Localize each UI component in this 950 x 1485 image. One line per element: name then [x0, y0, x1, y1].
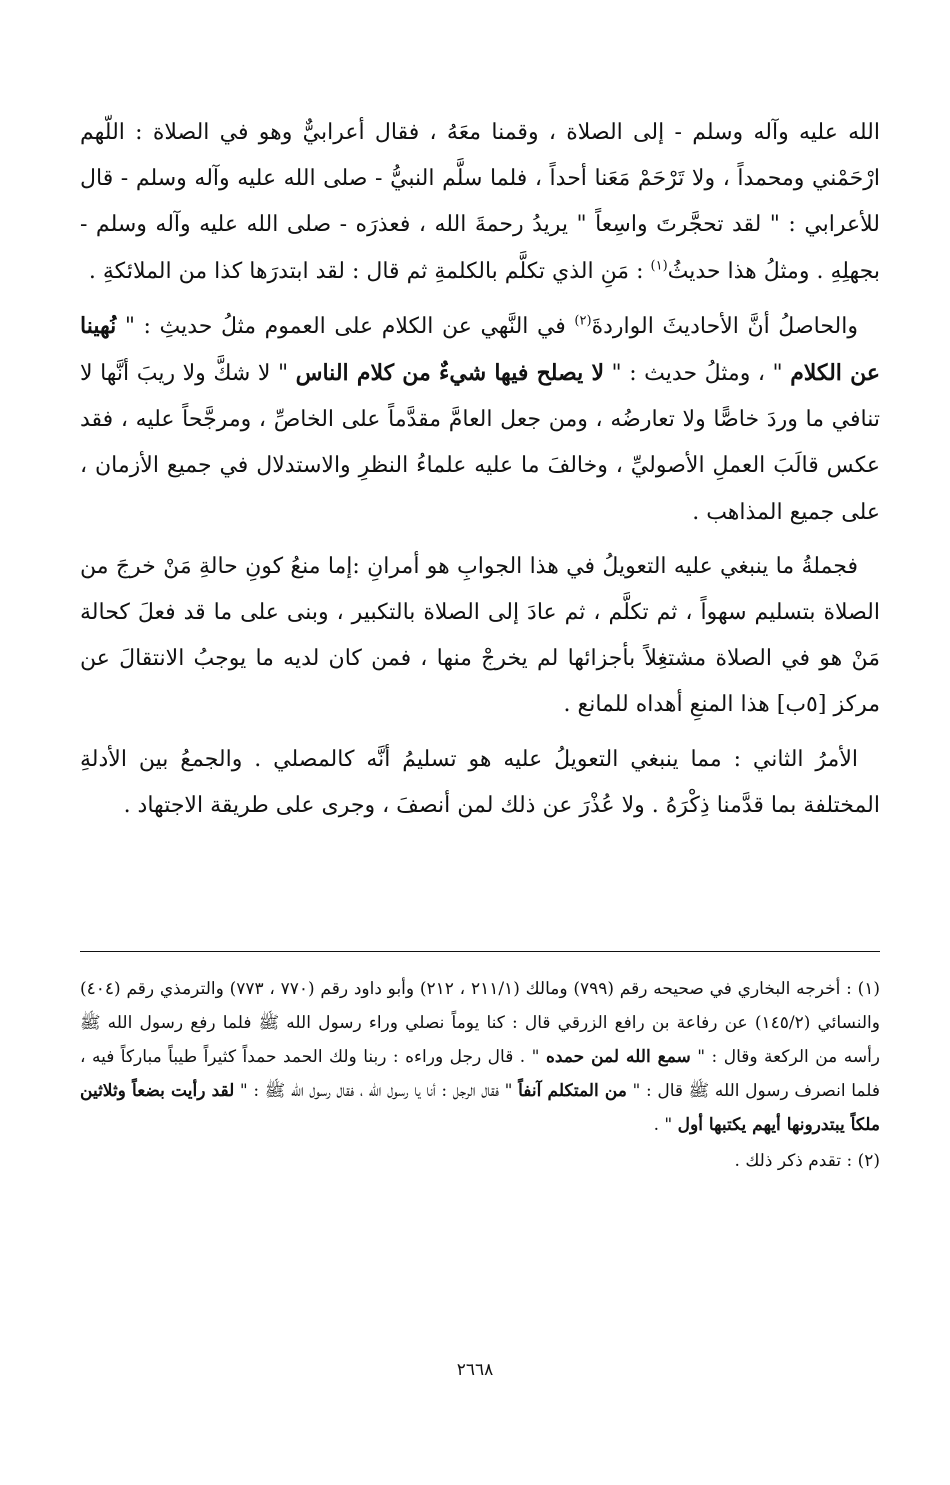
hadith-quote-2: لا يصلح فيها شيءٌ من كلام الناس — [295, 360, 605, 387]
footnotes — [80, 972, 880, 1180]
paragraph-3: فجملةُ ما ينبغي عليه التعويلُ في هذا الجوابِ هو أمرانِ :إما منعُ كونِ حالةِ مَنْ خرجَ من الصلاة بتسليم سهواً ، ثم تكلَّم ، ثم عادَ إلى الصلاة بالتكبير ، وبنى على ما قد فعلَ كحالة مَنْ هو في الصلاة مشتغِلاً بأجزائها لم يخرجْ منها ، فمن كان لديه ما يوجبُ الانتقالَ عن مركز [٥ب] هذا المنعِ أهداه للمانع . — [80, 553, 880, 718]
page-number: ٢٦٦٨ — [456, 1360, 494, 1380]
main-text — [80, 110, 880, 837]
footnote-divider — [80, 951, 880, 952]
paragraph-2: والحاصلُ أنَّ الأحاديثَ الواردةَ$^{(٢)}$ في النَّهي عن الكلام على العموم مثلُ حديثِ : " نُهينا عن الكلام " ، ومثلُ حديث : " لا يصلح فيها شيءٌ من كلام الناس " لا شكَّ ولا ريبَ أنَّها لا تنافي ما وردَ خاصًّا ولا تعارضُه ، ومن جعل العامَّ مقدَّماً على الخاصِّ ، ومرجَّحاً عليه ، فقد عكس قالَبَ العملِ الأصوليِّ ، وخالفَ ما عليه علماءُ النظرِ والاستدلال في جميع الأزمان ، على جميع المذاهب . — [80, 312, 880, 525]
footnote-ref-2[interactable]: (٢) — [574, 313, 592, 329]
footnote-ref-1[interactable]: (١) — [650, 258, 668, 274]
footnote-marker-1: (١) : — [840, 979, 881, 999]
paragraph-4: الأمرُ الثاني : مما ينبغي التعويلُ عليه هو تسليمُ أنَّه كالمصلي . والجمعُ بين الأدلةِ المختلفة بما قدَّمنا ذِكْرَهُ . ولا عُذْرَ عن ذلك لمن أنصفَ ، وجرى على طريقة الاجتهاد . — [80, 746, 880, 818]
footnote-1: (١) : أخرجه البخاري في صحيحه رقم (٧٩٩) ومالك (٢١١/١ ، ٢١٢) وأبو داود رقم (٧٧٠ ، ٧٧٣) والترمذي رقم (٤٠٤) والنسائي (١٤٥/٢) عن رفاعة بن رافع الزرقي قال : كنا يوماً نصلي وراء رسول الله ﷺ فلما رفع رسول الله ﷺ رأسه من الركعة وقال : " سمع الله لمن حمده " . قال رجل وراءه : ربنا ولك الحمد حمداً كثيراً طيباً مباركاً فيه ، فلما انصرف رسول الله ﷺ قال : " من المتكلم آنفاً " فقال الرجل : أنا يا رسول الله ، فقال رسول الله ﷺ : " لقد رأيت بضعاً وثلاثين ملكاً يبتدرونها أيهم يكتبها أول " . — [80, 979, 881, 1135]
hadith-quote-1: نُهينا عن الكلام — [80, 312, 880, 387]
footnote-2: (٢) : تقدم ذكر ذلك . — [734, 1151, 880, 1171]
paragraph-1: الله عليه وآله وسلم - إلى الصلاة ، وقمنا معَهُ ، فقال أعرابيٌّ وهو في الصلاة : اللّهم ارْحَمْني ومحمداً ، ولا تَرْحَمْ مَعَنا أحداً ، فلما سلَّم النبيُّ - صلى الله عليه وآله وسلم - قال للأعرابي : " لقد تحجَّرتَ واسِعاً " يريدُ رحمةَ الله ، فعذرَه - صلى الله عليه وآله وسلم - بجهلِهِ . ومثلُ هذا حديثُ$^{(١)}$ : مَنِ الذي تكلَّم بالكلمةِ ثم قال : لقد ابتدرَها كذا من الملائكةِ . — [80, 120, 880, 284]
